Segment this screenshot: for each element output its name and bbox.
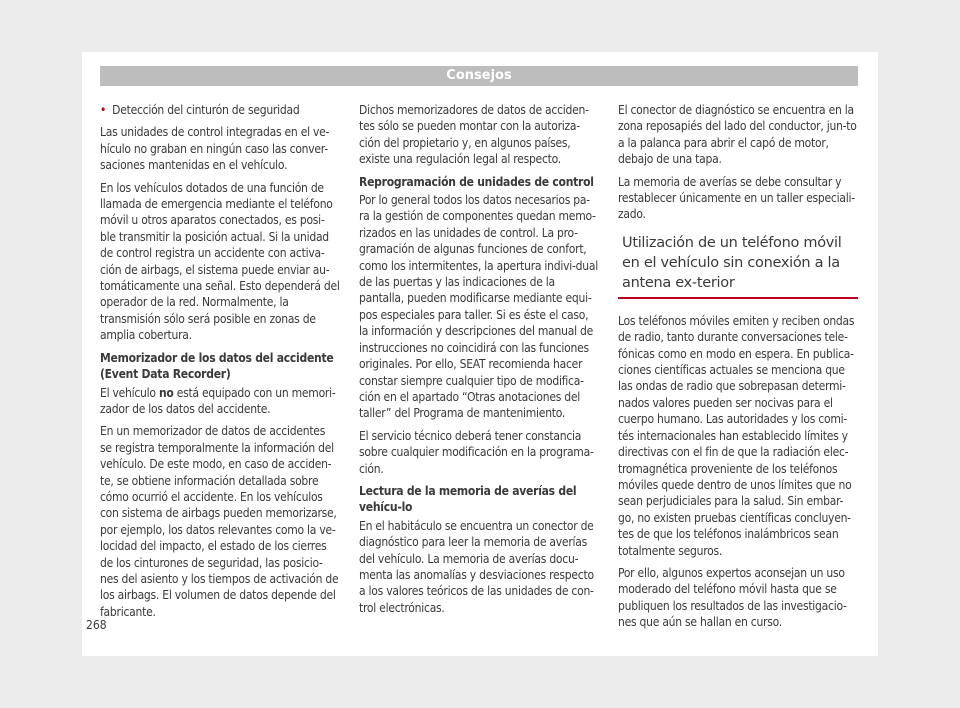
column-1 [100,102,340,626]
subheading: Memorizador de los datos del accidente (Event Data Recorder) [100,350,334,382]
paragraph: En un memorizador de datos de accidentes se registra temporalmente la información del vehículo. De este modo, en caso de acciden-te, se obtiene información detallada sobre cómo ocurrió el accidente. En los vehículos con sistema de airbags pueden memorizarse, por ejemplo, los datos relevantes como la ve-locidad del impacto, el estado de los cierres de los cinturones de seguridad, las posicio-nes del asiento y los tiempos de activación de los airbags. El volumen de datos depende del fabricante. [100,424,339,619]
paragraph: Por ello, algunos expertos aconsejan un uso moderado del teléfono móvil hasta que se publiquen los resultados de las investigacio-nes que aún se hallan en curso. [618,565,847,630]
section-header-bar: Consejos [100,66,858,86]
section-divider [618,297,858,299]
paragraph: El servicio técnico deberá tener constancia sobre cualquier modificación en la programa-ción. [359,428,594,476]
paragraph: En los vehículos dotados de una función de llamada de emergencia mediante el teléfono móvil u otros aparatos conectados, es posi-ble transmitir la posición actual. Si la unidad de control registra un accidente con activa-ción de airbags, el sistema puede enviar au-tomáticamente una señal. Esto dependerá del operador de la red. Normalmente, la transmisión sólo será posible en zonas de amplia cobertura. [100,180,340,343]
paragraph: La memoria de averías se debe consultar y restablecer únicamente en un taller especiali-zado. [618,174,855,222]
column-3 [618,102,858,637]
paragraph: En el habitáculo se encuentra un conector de diagnóstico para leer la memoria de averías del vehículo. La memoria de averías docu-menta las anomalías y desviaciones respecto a los valores teóricos de las unidades de con-trol electrónicas. [359,518,594,615]
paragraph: Las unidades de control integradas en el ve-hículo no graban en ningún caso las conver-saciones mantenidas en el vehículo. [100,125,330,173]
paragraph: Dichos memorizadores de datos de acciden-tes sólo se pueden montar con la autoriza-ción del propietario y, en algunos países, existe una regulación legal al respecto. [359,103,589,167]
subheading: Reprogramación de unidades de control [359,174,594,189]
page-number: 268 [86,618,107,632]
column-2 [359,102,599,622]
section-title: Utilización de un teléfono móvil en el vehículo sin conexión a la antena ex-terior [622,234,842,291]
subheading: Lectura de la memoria de averías del vehícu-lo [359,483,577,515]
paragraph: Por lo general todos los datos necesarios pa-ra la gestión de componentes quedan memo-rizados en las unidades de control. La pro-gramación de algunas funciones de confort, como los intermitentes, la apertura indivi-dual de las puertas y las indicaciones de la pantalla, pueden modificarse mediante equi-pos especiales para taller. Si es éste el caso, la información y descripciones del manual de instrucciones no coincidirá con las funciones originales. Por ello, SEAT recomienda hacer constar siempre cualquier tipo de modifica-ción en el apartado “Otras anotaciones del taller” del Programa de mantenimiento. [359,193,598,421]
paragraph: El vehículo no está equipado con un memori-zador de los datos del accidente. [100,385,336,416]
paragraph: Los teléfonos móviles emiten y reciben ondas de radio, tanto durante conversaciones tele-fónicas como en modo en espera. En publica-ciones científicas actuales se menciona que las ondas de radio que sobrepasan determi-nados valores pueden ser nocivas para el cuerpo humano. Las autoridades y los comi-tés internacionales han establecido límites y directivas con el fin de que la radiación elec-tromagnética proveniente de los teléfonos móviles quede dentro de unos límites que no sean perjudiciales para la salud. Sin embar-go, no existen pruebas científicas concluyen-tes de que los teléfonos inalámbricos sean totalmente seguros. [618,313,855,558]
page [82,52,878,656]
paragraph: El conector de diagnóstico se encuentra en la zona reposapiés del lado del conductor, jun-to a la palanca para abrir el capó de motor, debajo de una tapa. [618,103,857,167]
bullet-icon: • [100,103,107,117]
bullet-item: • Detección del cinturón de seguridad [100,103,300,117]
